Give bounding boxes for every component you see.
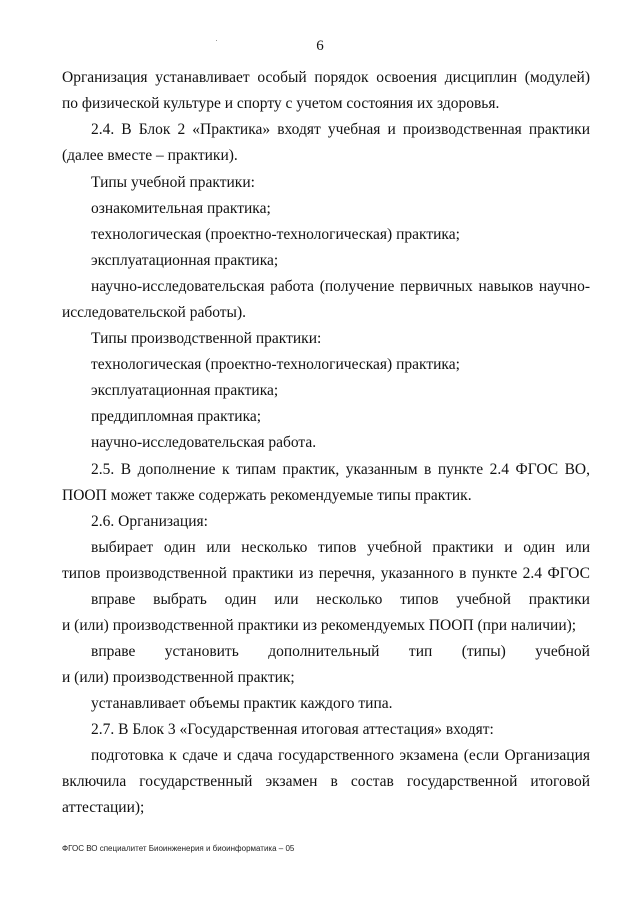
word: (типы) [461, 643, 506, 660]
paragraph-line: Типы производственной практики: [91, 330, 322, 347]
paragraph-line: 2.5. В дополнение к типам практик, указанным в пункте 2.4 ФГОС ВО, [91, 461, 590, 478]
word: учебной [535, 643, 590, 660]
word: выбрать [153, 591, 207, 608]
word: или [274, 591, 299, 608]
word: установить [164, 643, 239, 660]
paragraph-line-spread [91, 642, 590, 662]
paragraph-line: научно-исследовательская работа. [91, 434, 317, 451]
page-footer: ФГОС ВО специалитет Биоинженерия и биоинформатика – 05 [62, 844, 295, 853]
paragraph-line: научно-исследовательская работа (получение первичных навыков научно- [91, 278, 590, 295]
paragraph-line: исследовательской работы). [62, 304, 246, 321]
paragraph-line: эксплуатационная практика; [91, 252, 279, 269]
paragraph-line: и (или) производственной практики из рекомендуемых ПООП (при наличии); [62, 617, 577, 634]
paragraph-line: Типы учебной практики: [91, 174, 255, 191]
paragraph-line: (далее вместе – практики). [62, 147, 238, 164]
paragraph-line-spread [91, 590, 590, 610]
paragraph-line: устанавливает объемы практик каждого типа. [91, 695, 393, 712]
word: один [224, 591, 257, 608]
word: несколько [316, 591, 383, 608]
word: типов [400, 591, 439, 608]
paragraph-line: преддипломная практика; [91, 408, 262, 425]
paragraph-line: включила государственный экзамен в состав государственной итоговой [62, 773, 590, 790]
word: вправе [91, 591, 136, 608]
paragraph-line: аттестации); [62, 799, 145, 816]
word: вправе [91, 643, 136, 660]
word: практики [528, 591, 590, 608]
page-number: 6 [316, 38, 324, 54]
word: учебной [456, 591, 511, 608]
paragraph-line: по физической культуре и спорту с учетом состояния их здоровья. [62, 95, 500, 112]
paragraph-line: эксплуатационная практика; [91, 382, 279, 399]
paragraph-line: ПООП может также содержать рекомендуемые типы практик. [62, 487, 472, 504]
paragraph-line: 2.4. В Блок 2 «Практика» входят учебная и производственная практики [91, 121, 590, 138]
paragraph-line: 2.7. В Блок 3 «Государственная итоговая аттестация» входят: [91, 721, 494, 738]
word: тип [408, 643, 433, 660]
paragraph-line: типов производственной практики из перечня, указанного в пункте 2.4 ФГОС [62, 565, 590, 582]
paragraph-line: выбирает один или несколько типов учебной практики и один или [91, 539, 590, 556]
paragraph-line: и (или) производственной практик; [62, 669, 295, 686]
word: дополнительный [268, 643, 380, 660]
paragraph-line: 2.6. Организация: [91, 513, 208, 530]
paragraph-line: технологическая (проектно-технологическая) практика; [91, 226, 460, 243]
paragraph-line: Организация устанавливает особый порядок освоения дисциплин (модулей) [62, 69, 590, 86]
paragraph-line: ознакомительная практика; [91, 200, 271, 217]
paragraph-line: технологическая (проектно-технологическая) практика; [91, 356, 460, 373]
paragraph-line: подготовка к сдаче и сдача государственного экзамена (если Организация [91, 747, 590, 764]
